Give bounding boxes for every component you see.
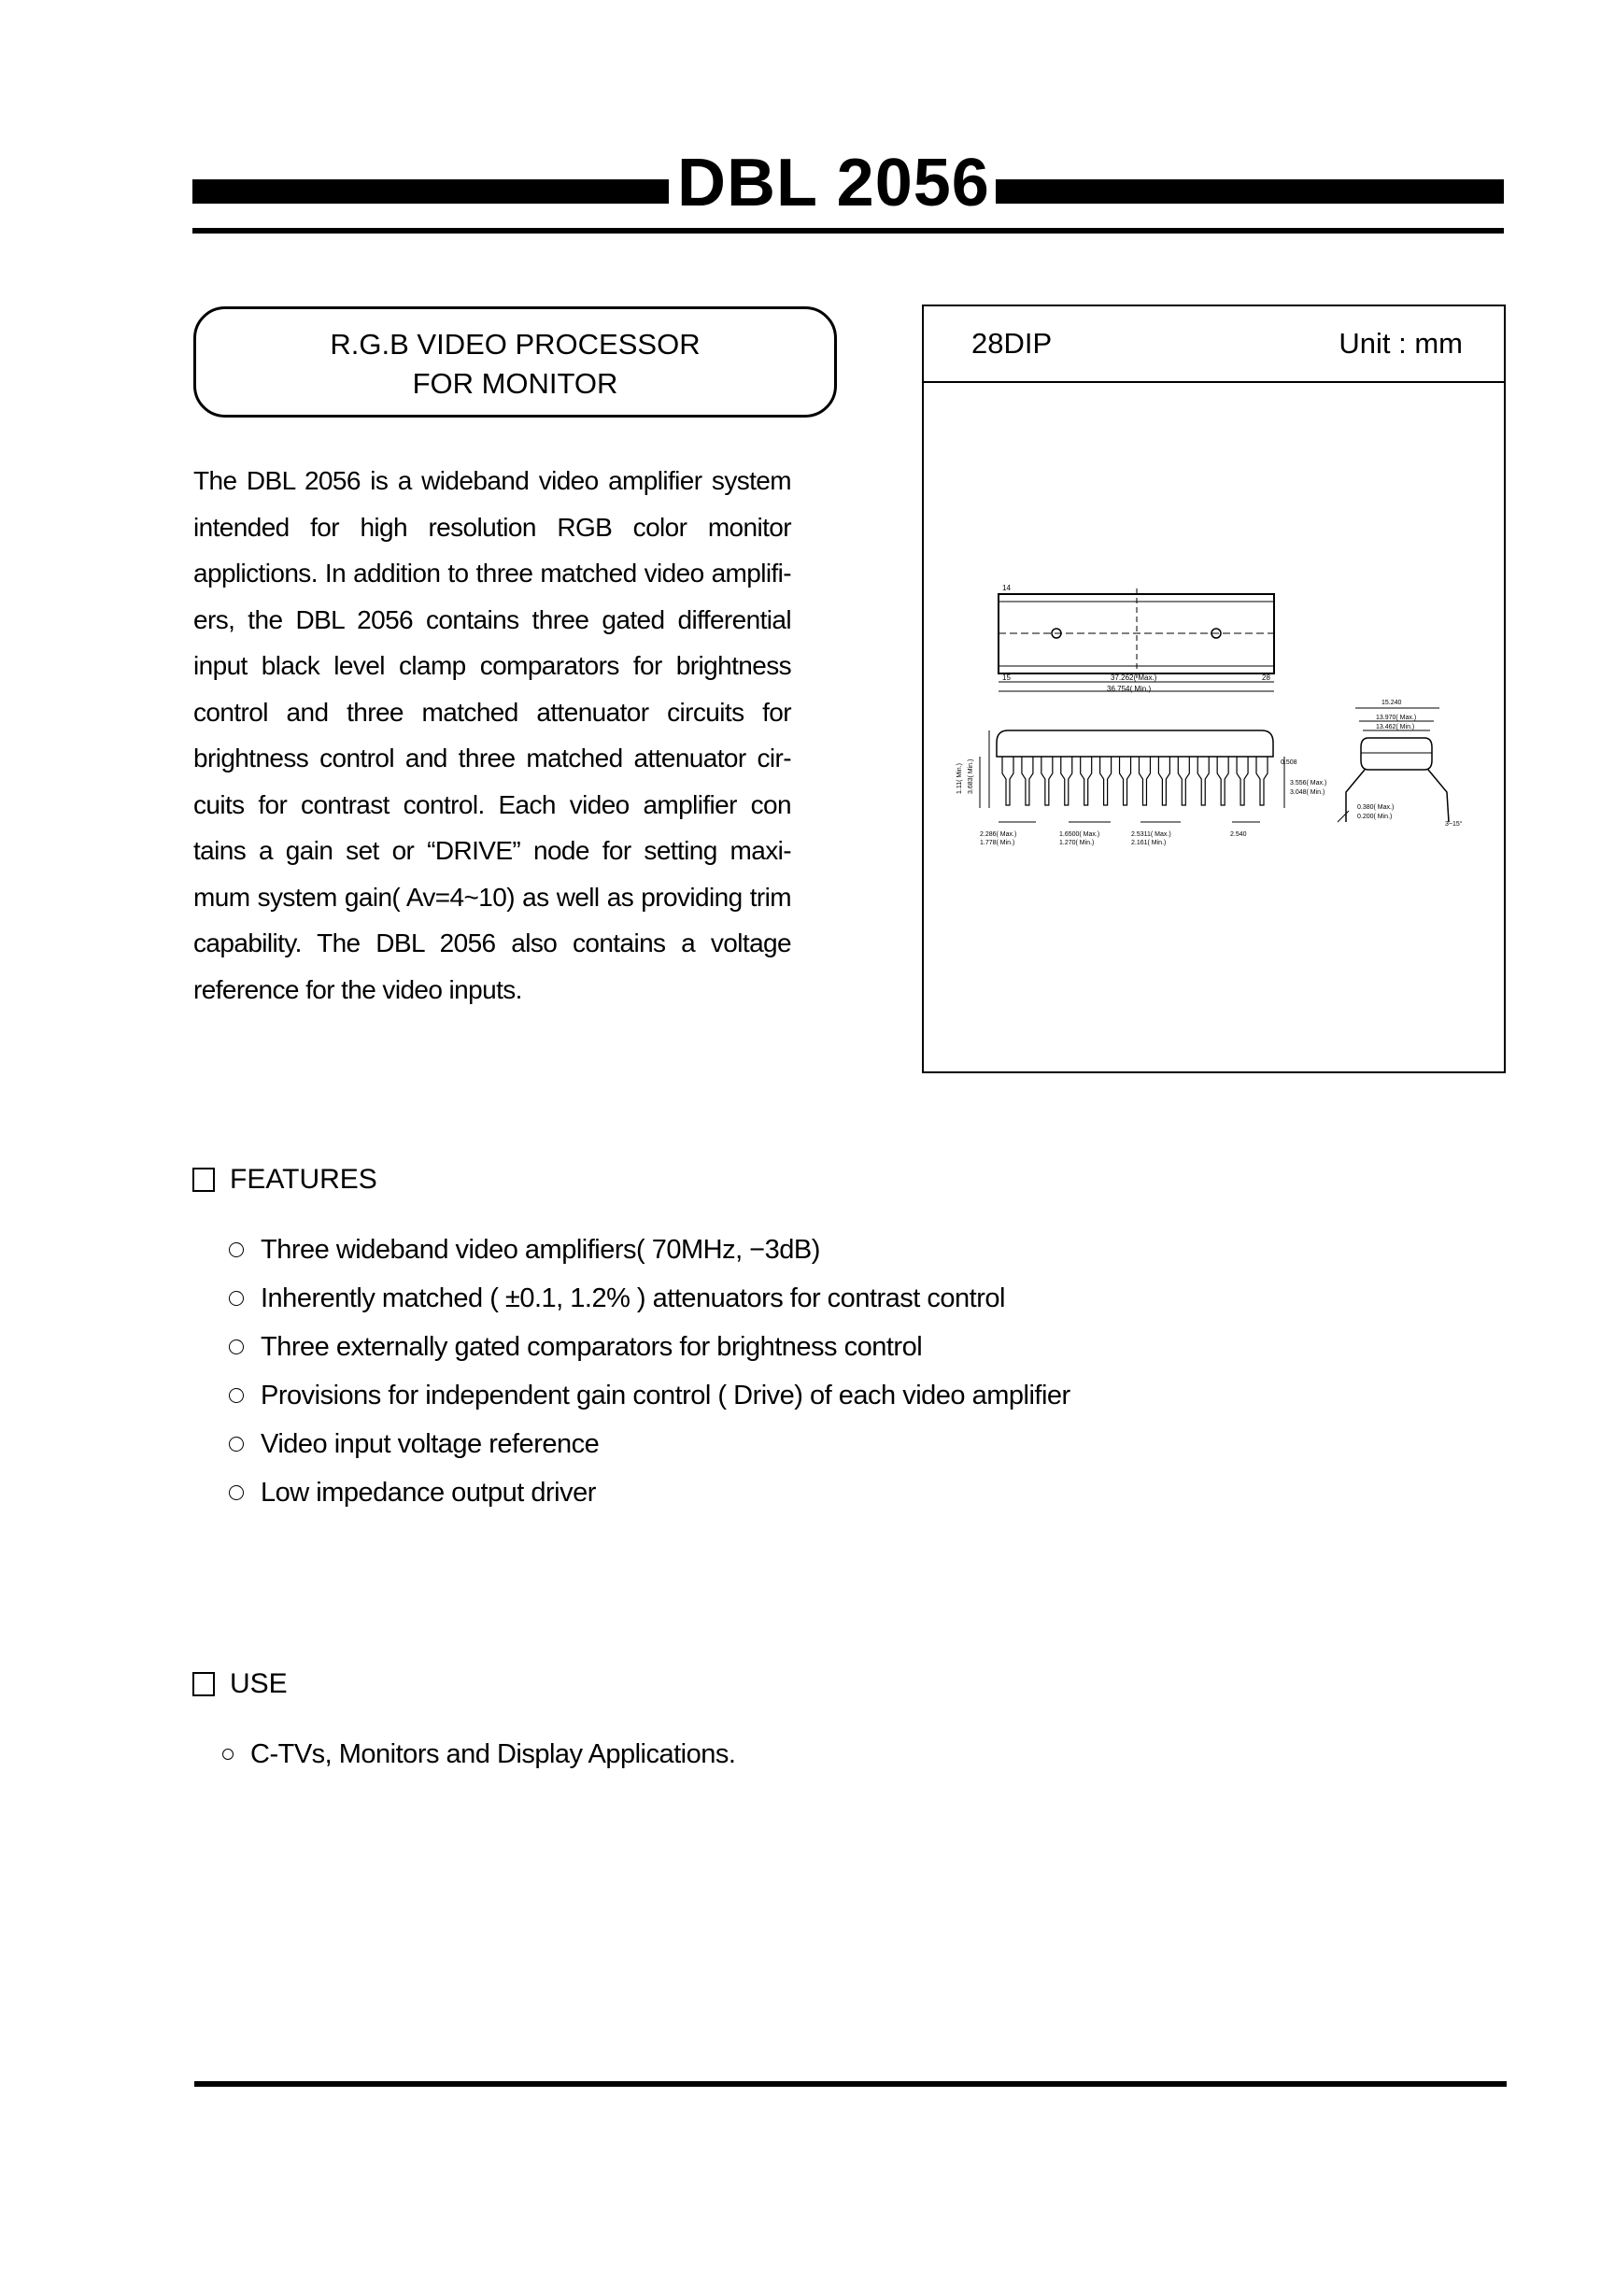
side-t1: 3.556( Max.)	[1290, 780, 1327, 787]
side-p3: 2.5311( Max.)	[1131, 831, 1171, 838]
product-title-line1: R.G.B VIDEO PROCESSOR	[330, 328, 701, 361]
feature-item	[229, 1226, 1070, 1274]
description	[193, 458, 791, 1013]
dip-lead	[1100, 757, 1112, 805]
header-rule	[192, 228, 1504, 234]
dip-lead	[1120, 757, 1131, 805]
dip-lead	[1081, 757, 1092, 805]
feature-text: Video input voltage reference	[261, 1428, 600, 1459]
side-t3: 0.508	[1281, 759, 1297, 766]
end-lead2: 0.200( Min.)	[1357, 814, 1393, 820]
circle-bullet-icon	[229, 1339, 244, 1354]
package-unit: Unit : mm	[1339, 327, 1463, 360]
product-title-line2: FOR MONITOR	[412, 367, 618, 400]
top-view-pin28: 28	[1262, 673, 1270, 682]
feature-item	[229, 1420, 1070, 1468]
end-lead1: 0.380( Max.)	[1357, 804, 1395, 811]
circle-bullet-icon	[229, 1437, 244, 1452]
package-drawing	[924, 383, 1504, 1073]
side-p2b: 1.270( Min.)	[1059, 840, 1095, 846]
circle-bullet-icon	[229, 1242, 244, 1257]
side-pitch: 2.540	[1230, 831, 1247, 838]
circle-bullet-icon	[229, 1388, 244, 1403]
top-view-len-min: 36.754( Min.)	[1107, 685, 1152, 693]
dip-lead	[1237, 757, 1248, 805]
side-p1b: 1.778( Min.)	[980, 840, 1015, 846]
side-h2: 3.683( Min.)	[968, 758, 974, 794]
side-t2: 3.048( Min.)	[1290, 789, 1325, 796]
circle-bullet-icon	[229, 1291, 244, 1306]
feature-text: Three externally gated comparators for brightness control	[261, 1331, 923, 1362]
end-w1: 15.240	[1381, 700, 1402, 706]
end-w3: 13.462( Min.)	[1376, 724, 1415, 730]
top-view-pin15: 15	[1002, 673, 1011, 682]
features-header	[192, 1164, 377, 1196]
side-h1: 1.11( Min.)	[956, 763, 963, 794]
feature-text: Provisions for independent gain control ( Drive) of each video amplifier	[261, 1380, 1070, 1410]
use-item	[222, 1730, 735, 1779]
footer-rule	[194, 2081, 1507, 2087]
header-bar-right	[996, 179, 1504, 204]
circle-bullet-icon	[229, 1485, 244, 1500]
description-text: The DBL 2056 is a wideband video amplifier system intended for high resolution RGB color monitor applictions. In addition to three matched video amplifi- ers, the DBL 2056 contains three gated differential input black level clamp comparators for brightness control and three matched attenuator circuits for brightness control and three matched attenuator cir- cuits for contrast control. Each video amplifier con tains a gain set or “DRIVE” node for setting maxi- mum system gain( Av=4~10) as well as providing trim capability. The DBL 2056 also contains a voltage reference for the video inputs.	[193, 466, 791, 1004]
use-list	[222, 1730, 735, 1779]
side-view-leads	[1002, 757, 1268, 805]
page-title: DBL 2056	[677, 146, 990, 220]
dip-lead	[1197, 757, 1209, 805]
feature-item	[229, 1371, 1070, 1420]
dip-lead	[1178, 757, 1189, 805]
feature-item	[229, 1323, 1070, 1371]
package-box	[922, 305, 1506, 1073]
side-p2: 1.6500( Max.)	[1059, 831, 1100, 838]
section-box-icon	[192, 1672, 215, 1696]
dip-lead	[1217, 757, 1228, 805]
end-angle: 3~15°	[1445, 821, 1463, 828]
features-list	[229, 1226, 1070, 1517]
circle-bullet-icon	[222, 1749, 234, 1760]
top-view-len-max: 37.262( Max.)	[1111, 673, 1157, 682]
product-title-box	[193, 306, 837, 418]
feature-text: Three wideband video amplifiers( 70MHz, −3dB)	[261, 1234, 820, 1265]
dip-lead	[1256, 757, 1268, 805]
top-view-pin1: 14	[1002, 584, 1011, 592]
dip-lead	[1158, 757, 1169, 805]
use-title: USE	[230, 1668, 288, 1699]
dip-lead	[1139, 757, 1150, 805]
feature-item	[229, 1468, 1070, 1517]
header-bar-left	[192, 179, 669, 204]
dip-lead	[1041, 757, 1053, 805]
section-box-icon	[192, 1168, 215, 1192]
use-header	[192, 1668, 288, 1700]
feature-text: Low impedance output driver	[261, 1477, 596, 1508]
side-p3b: 2.161( Min.)	[1131, 840, 1167, 846]
feature-item	[229, 1274, 1070, 1323]
feature-text: Inherently matched ( ±0.1, 1.2% ) attenuators for contrast control	[261, 1283, 1005, 1313]
dip-lead	[1061, 757, 1072, 805]
dip-lead	[1002, 757, 1013, 805]
package-name: 28DIP	[971, 327, 1053, 360]
side-p1: 2.286( Max.)	[980, 831, 1017, 838]
use-text: C-TVs, Monitors and Display Applications.	[250, 1738, 736, 1769]
dip-lead	[1022, 757, 1033, 805]
features-title: FEATURES	[230, 1164, 377, 1195]
end-w2: 13.970( Max.)	[1376, 715, 1417, 721]
